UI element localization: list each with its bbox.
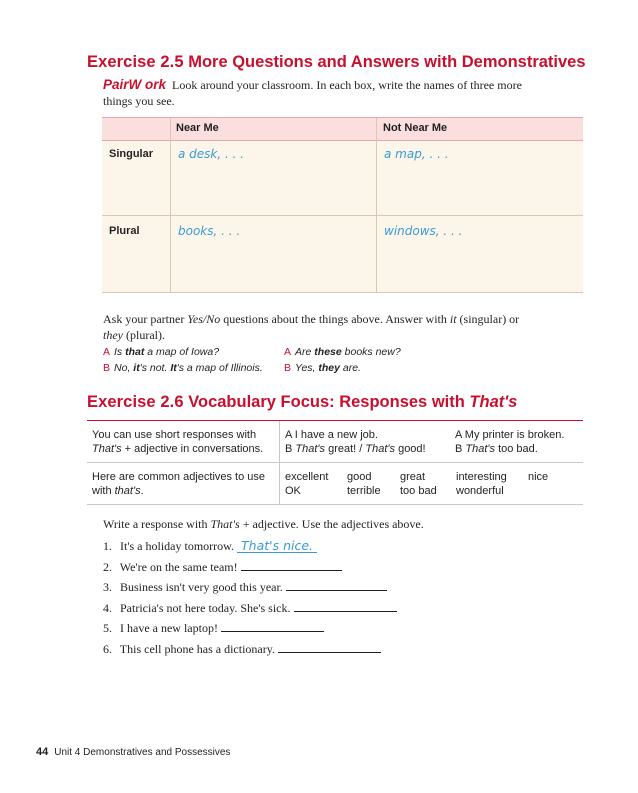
list-item	[103, 539, 317, 554]
answer-field[interactable]: That's nice.	[237, 539, 317, 553]
text: .	[140, 485, 144, 497]
table-divider	[279, 421, 280, 504]
cell-plural-not-near[interactable]: windows, . . .	[384, 224, 463, 238]
text: it	[449, 312, 457, 326]
row-label-singular: Singular	[109, 148, 154, 160]
item-number: 6.	[103, 642, 112, 656]
answer-blank[interactable]	[241, 560, 342, 571]
text: + adjective. Use the adjectives above.	[239, 517, 424, 531]
table-divider	[102, 215, 583, 216]
exercise-2-6-instruction	[103, 517, 424, 532]
text: That's	[210, 517, 240, 531]
text: they	[318, 362, 340, 374]
table-header-row	[102, 118, 583, 141]
text: that's	[114, 485, 141, 497]
item-number: 3.	[103, 580, 112, 594]
text: Write a response with	[103, 517, 211, 531]
vocab-example-1	[285, 428, 426, 456]
pairwork-text: Look around your classroom. In each box, write the names of three more things you see.	[103, 78, 522, 108]
table-divider	[170, 118, 171, 292]
speaker-label: A	[284, 346, 292, 358]
text: great! /	[325, 443, 366, 455]
text: (singular) or	[456, 312, 520, 326]
row-label-plural: Plural	[109, 225, 140, 237]
adjective-word: too bad	[400, 485, 437, 497]
list-item	[103, 580, 387, 595]
speaker-label: A	[103, 346, 111, 358]
text: these	[314, 346, 342, 358]
text: 's a map of Illinois.	[176, 362, 263, 374]
adjective-word: excellent	[285, 471, 329, 483]
text: A My printer is broken.	[455, 429, 565, 441]
item-number: 4.	[103, 601, 112, 615]
text: too bad.	[495, 443, 538, 455]
item-text: This cell phone has a dictionary.	[119, 642, 275, 656]
list-item	[103, 560, 342, 575]
cell-singular-near[interactable]: a desk, . . .	[178, 147, 245, 161]
list-item	[103, 642, 381, 657]
table-divider	[376, 118, 377, 292]
text: Are	[295, 346, 315, 358]
speaker-label: B	[103, 362, 111, 374]
text: A I have a new job.	[285, 429, 378, 441]
exercise-2-6-title	[87, 393, 517, 412]
text: That's	[465, 443, 496, 455]
adjective-word: interesting	[456, 471, 507, 483]
demonstratives-table	[102, 117, 583, 293]
exercise-title-italic: That's	[469, 393, 518, 411]
text: Yes,	[295, 362, 319, 374]
text: + adjective in conversations.	[121, 443, 264, 455]
header-near-me: Near Me	[176, 122, 219, 134]
text: Ask your partner	[103, 312, 188, 326]
header-not-near-me: Not Near Me	[383, 122, 448, 134]
text: That's	[295, 443, 326, 455]
answer-blank[interactable]	[221, 621, 324, 632]
page-number: 44	[36, 746, 49, 758]
vocab-adjectives-intro	[92, 470, 265, 498]
table-divider	[87, 462, 583, 463]
pairwork-label: PairW ork	[103, 77, 167, 92]
adjective-word: wonderful	[456, 485, 504, 497]
exercise-2-5-title	[87, 53, 586, 72]
item-number: 5.	[103, 621, 112, 635]
text: questions about the things above. Answer with	[220, 312, 450, 326]
text: (plural).	[123, 328, 165, 342]
text: books new?	[341, 346, 401, 358]
list-item	[103, 601, 397, 616]
dialog-left-b	[103, 362, 263, 374]
item-number: 1.	[103, 539, 112, 553]
text: are.	[339, 362, 361, 374]
text: good!	[395, 443, 426, 455]
item-text: I have a new laptop!	[120, 621, 218, 635]
vocabulary-table	[87, 420, 583, 505]
list-item	[103, 621, 324, 636]
text: a map of Iowa?	[144, 346, 220, 358]
text: that	[125, 346, 145, 358]
adjective-word: good	[347, 471, 372, 483]
adjective-word: OK	[285, 485, 301, 497]
item-text: We're on the same team!	[119, 560, 238, 574]
dialog-left-a	[103, 346, 219, 358]
text: 's not.	[139, 362, 171, 374]
adjective-word: terrible	[347, 485, 381, 497]
exercise-number: Exercise 2.6	[87, 393, 184, 411]
item-number: 2.	[103, 560, 112, 574]
text: with	[92, 485, 115, 497]
adjective-word: great	[400, 471, 426, 483]
text: B	[455, 443, 466, 455]
text: Is	[114, 346, 126, 358]
adjective-word: nice	[528, 471, 549, 483]
answer-blank[interactable]	[286, 580, 387, 591]
ask-instruction	[103, 311, 533, 343]
text: Here are common adjectives to use	[92, 471, 266, 483]
exercise-title-text: More Questions and Answers with Demonstratives	[188, 53, 586, 71]
answer-blank[interactable]	[278, 642, 381, 653]
answer-blank[interactable]	[294, 601, 397, 612]
dialog-right-b	[284, 362, 361, 374]
footer-text: Unit 4 Demonstratives and Possessives	[54, 747, 231, 758]
text: they	[103, 328, 123, 342]
text: Yes/No	[187, 312, 221, 326]
text: B	[285, 443, 296, 455]
text: You can use short responses with	[92, 429, 257, 441]
exercise-title-text: Vocabulary Focus: Responses with	[188, 393, 470, 411]
cell-singular-not-near[interactable]: a map, . . .	[384, 147, 449, 161]
item-text: Patricia's not here today. She's sick.	[120, 601, 291, 615]
speaker-label: B	[284, 362, 292, 374]
text: No,	[114, 362, 134, 374]
item-text: It's a holiday tomorrow.	[120, 539, 235, 553]
text: That's	[92, 443, 122, 455]
cell-plural-near[interactable]: books, . . .	[178, 224, 241, 238]
pairwork-instruction	[103, 77, 543, 109]
vocab-example-2	[455, 428, 564, 456]
vocab-intro-cell	[92, 428, 263, 456]
page-footer	[36, 746, 230, 758]
item-text: Business isn't very good this year.	[120, 580, 283, 594]
dialog-right-a	[284, 346, 401, 358]
exercise-number: Exercise 2.5	[87, 53, 184, 71]
text: It	[170, 362, 177, 374]
text: That's	[365, 443, 396, 455]
text: it	[133, 362, 140, 374]
